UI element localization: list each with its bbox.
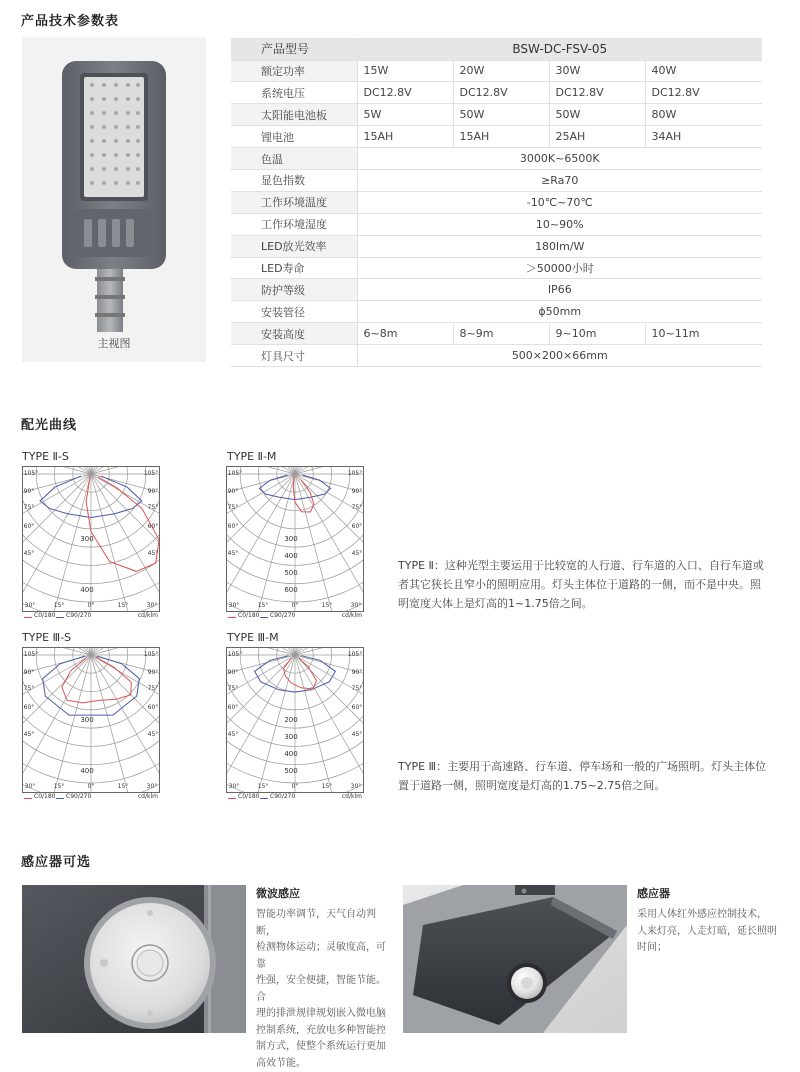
angle-label: 30° <box>228 602 240 609</box>
angle-label: 75° <box>227 685 239 692</box>
ring-label: 300 <box>80 716 94 724</box>
spec-row-label: 色温 <box>231 148 357 170</box>
angle-label: 30° <box>146 602 158 609</box>
angle-label: 15° <box>117 602 129 609</box>
spec-cell: 15AH <box>357 126 453 148</box>
polar-svg <box>22 647 160 793</box>
ring-label: 200 <box>284 716 298 724</box>
spec-cell: 20W <box>453 60 549 82</box>
spec-row <box>231 279 762 301</box>
microwave-sensor-text: 智能功率调节，天气自动判断， 检测物体运动；灵敏度高，可靠 性强，安全便捷，智能节能。合 理的排泄规律规划嵌入微电脑 控制系统，充放电多种智能控 制方式，使整个系统运行更加 高效节能。 <box>256 909 386 1069</box>
ring-label: 400 <box>284 552 298 561</box>
angle-label: 60° <box>23 523 35 530</box>
polar-svg <box>226 466 364 612</box>
spec-row <box>231 169 762 191</box>
ring-label: 300 <box>80 535 94 543</box>
polar-chart-type2s <box>22 466 160 622</box>
angle-label: 45° <box>351 550 363 557</box>
legend-unit: cd/klm <box>341 793 362 800</box>
spec-row <box>231 323 762 345</box>
angle-label: 30° <box>24 783 36 790</box>
chart-label-type3m: TYPE Ⅲ-M <box>227 631 279 644</box>
spec-row-label: 安装管径 <box>231 301 357 323</box>
spec-cell: DC12.8V <box>549 82 645 104</box>
legend-c0: C0/180 <box>34 793 56 800</box>
spec-row-label: 防护等级 <box>231 279 357 301</box>
angle-label: 75° <box>147 685 159 692</box>
spec-cell: 80W <box>645 104 762 126</box>
angle-label: 105° <box>347 470 363 477</box>
ring-label: 500 <box>284 767 298 776</box>
polar-svg <box>226 647 364 793</box>
spec-model-value: BSW-DC-FSV-05 <box>357 38 762 60</box>
legend-c90: C90/270 <box>66 612 92 619</box>
spec-row-label: 额定功率 <box>231 60 357 82</box>
spec-row-label: 工作环境温度 <box>231 191 357 213</box>
angle-label: 90° <box>147 669 159 676</box>
angle-label: 30° <box>24 602 36 609</box>
ring-label: 500 <box>284 569 298 578</box>
spec-row <box>231 301 762 323</box>
spec-row <box>231 60 762 82</box>
spec-cell: 25AH <box>549 126 645 148</box>
angle-label: 15° <box>53 602 65 609</box>
pir-sensor-image <box>403 885 627 1033</box>
spec-row-label: 系统电压 <box>231 82 357 104</box>
microwave-sensor-image <box>22 885 246 1033</box>
legend-c90: C90/270 <box>270 612 296 619</box>
angle-label: 105° <box>143 470 159 477</box>
angle-label: 105° <box>227 651 243 658</box>
angle-label: 60° <box>23 704 35 711</box>
legend-unit: cd/klm <box>137 793 158 800</box>
spec-cell: 34AH <box>645 126 762 148</box>
legend-c0: C0/180 <box>238 793 260 800</box>
spec-cell: 40W <box>645 60 762 82</box>
polar-legend <box>22 612 160 622</box>
angle-label: 45° <box>227 731 239 738</box>
spec-cell: DC12.8V <box>357 82 453 104</box>
angle-label: 15° <box>257 602 269 609</box>
angle-label: 0° <box>291 602 299 609</box>
angle-label: 60° <box>147 523 159 530</box>
spec-cell: 50W <box>549 104 645 126</box>
spec-header-row <box>231 38 762 60</box>
spec-cell: 6~8m <box>357 323 453 345</box>
angle-label: 75° <box>23 504 35 511</box>
spec-row-label: 灯具尺寸 <box>231 345 357 367</box>
angle-label: 30° <box>228 783 240 790</box>
type2-description: TYPE Ⅱ：这种光型主要运用于比较宽的人行道、行车道的入口、自行车道或者其它狭长且窄小的照明应用。灯头主体位于道路的一侧，而不是中央。照明宽度大体上是灯高的1~1.75倍之间。 <box>398 559 764 610</box>
spec-cell-merged: 3000K~6500K <box>357 148 762 170</box>
pir-sensor-title: 感应器 <box>637 887 670 900</box>
polar-spoke <box>295 396 585 474</box>
spec-row <box>231 213 762 235</box>
spec-cell: DC12.8V <box>453 82 549 104</box>
polar-svg <box>22 466 160 612</box>
angle-label: 30° <box>350 602 362 609</box>
spec-row <box>231 82 762 104</box>
spec-row <box>231 148 762 170</box>
spec-cell-merged: -10℃~70℃ <box>357 191 762 213</box>
spec-row <box>231 126 762 148</box>
spec-cell-merged: 180lm/W <box>357 235 762 257</box>
angle-label: 45° <box>147 550 159 557</box>
spec-cell-merged: 500×200×66mm <box>357 345 762 367</box>
spec-cell: 15AH <box>453 126 549 148</box>
angle-label: 105° <box>347 651 363 658</box>
polar-legend <box>226 612 364 622</box>
microwave-sensor-title: 微波感应 <box>256 887 300 900</box>
legend-unit: cd/klm <box>137 612 158 619</box>
polar-legend <box>226 793 364 803</box>
spec-cell-merged: ＞50000小时 <box>357 257 762 279</box>
angle-label: 105° <box>23 470 39 477</box>
product-image <box>22 37 206 362</box>
legend-c90: C90/270 <box>66 793 92 800</box>
angle-label: 15° <box>321 602 333 609</box>
angle-label: 15° <box>257 783 269 790</box>
spec-header-label: 产品型号 <box>231 38 357 60</box>
spec-row-label: 锂电池 <box>231 126 357 148</box>
light-section-title: 配光曲线 <box>21 418 78 433</box>
legend-c0: C0/180 <box>238 612 260 619</box>
spec-row <box>231 345 762 367</box>
chart-label-type2m: TYPE Ⅱ-M <box>227 450 277 463</box>
ring-label: 400 <box>80 767 94 776</box>
type3-description: TYPE Ⅲ：主要用于高速路、行车道、停车场和一般的广场照明。灯头主体位置于道路一侧，照明宽度是灯高的1.75~2.75倍之间。 <box>398 760 767 792</box>
polar-chart-type3m <box>226 647 364 803</box>
angle-label: 45° <box>147 731 159 738</box>
product-image-caption: 主视图 <box>97 337 131 350</box>
spec-cell: DC12.8V <box>645 82 762 104</box>
angle-label: 45° <box>23 550 35 557</box>
spec-row-label: 工作环境湿度 <box>231 213 357 235</box>
angle-label: 0° <box>87 602 95 609</box>
angle-label: 30° <box>146 783 158 790</box>
angle-label: 60° <box>351 704 363 711</box>
spec-cell-merged: IP66 <box>357 279 762 301</box>
angle-label: 45° <box>23 731 35 738</box>
angle-label: 90° <box>227 669 239 676</box>
legend-c90: C90/270 <box>270 793 296 800</box>
ring-label: 400 <box>80 586 94 595</box>
angle-label: 90° <box>351 669 363 676</box>
angle-label: 75° <box>23 685 35 692</box>
angle-label: 15° <box>53 783 65 790</box>
spec-row <box>231 191 762 213</box>
angle-label: 75° <box>351 685 363 692</box>
spec-row-label: 显色指数 <box>231 169 357 191</box>
legend-c0: C0/180 <box>34 612 56 619</box>
chart-label-type3s: TYPE Ⅲ-S <box>22 631 72 644</box>
spec-section-title: 产品技术参数表 <box>21 14 120 29</box>
spec-cell: 15W <box>357 60 453 82</box>
polar-legend <box>22 793 160 803</box>
spec-row-label: 太阳能电池板 <box>231 104 357 126</box>
ring-label: 600 <box>284 586 298 595</box>
spec-cell-merged: ≥Ra70 <box>357 169 762 191</box>
angle-label: 15° <box>117 783 129 790</box>
spec-row-label: LED放光效率 <box>231 235 357 257</box>
spec-table <box>231 38 762 367</box>
angle-label: 105° <box>143 651 159 658</box>
angle-label: 75° <box>351 504 363 511</box>
sensor-section-title: 感应器可选 <box>21 855 92 870</box>
angle-label: 60° <box>227 523 239 530</box>
spec-row <box>231 257 762 279</box>
angle-label: 75° <box>227 504 239 511</box>
spec-cell: 10~11m <box>645 323 762 345</box>
ring-label: 300 <box>284 733 298 742</box>
angle-label: 45° <box>227 550 239 557</box>
polar-chart-type2m <box>226 466 364 622</box>
ring-label: 400 <box>284 750 298 759</box>
spec-cell: 50W <box>453 104 549 126</box>
angle-label: 15° <box>321 783 333 790</box>
spec-row-label: 安装高度 <box>231 323 357 345</box>
angle-label: 90° <box>351 488 363 495</box>
spec-row-label: LED寿命 <box>231 257 357 279</box>
angle-label: 90° <box>23 669 35 676</box>
angle-label: 0° <box>87 783 95 790</box>
angle-label: 90° <box>23 488 35 495</box>
angle-label: 90° <box>147 488 159 495</box>
angle-label: 60° <box>227 704 239 711</box>
spec-cell: 8~9m <box>453 323 549 345</box>
angle-label: 0° <box>291 783 299 790</box>
spec-cell: 30W <box>549 60 645 82</box>
spec-cell: 9~10m <box>549 323 645 345</box>
angle-label: 30° <box>350 783 362 790</box>
polar-chart-type3s <box>22 647 160 803</box>
spec-row <box>231 104 762 126</box>
ring-label: 300 <box>284 535 298 543</box>
angle-label: 105° <box>23 651 39 658</box>
spec-cell-merged: ϕ50mm <box>357 301 762 323</box>
angle-label: 60° <box>147 704 159 711</box>
chart-label-type2s: TYPE Ⅱ-S <box>22 450 69 463</box>
angle-label: 90° <box>227 488 239 495</box>
legend-unit: cd/klm <box>341 612 362 619</box>
angle-label: 60° <box>351 523 363 530</box>
angle-label: 45° <box>351 731 363 738</box>
angle-label: 75° <box>147 504 159 511</box>
spec-cell-merged: 10~90% <box>357 213 762 235</box>
spec-cell: 5W <box>357 104 453 126</box>
pir-sensor-text: 采用人体红外感应控制技术， 人来灯亮，人走灯暗，延长照明 时间； <box>637 909 777 953</box>
spec-row <box>231 235 762 257</box>
angle-label: 105° <box>227 470 243 477</box>
